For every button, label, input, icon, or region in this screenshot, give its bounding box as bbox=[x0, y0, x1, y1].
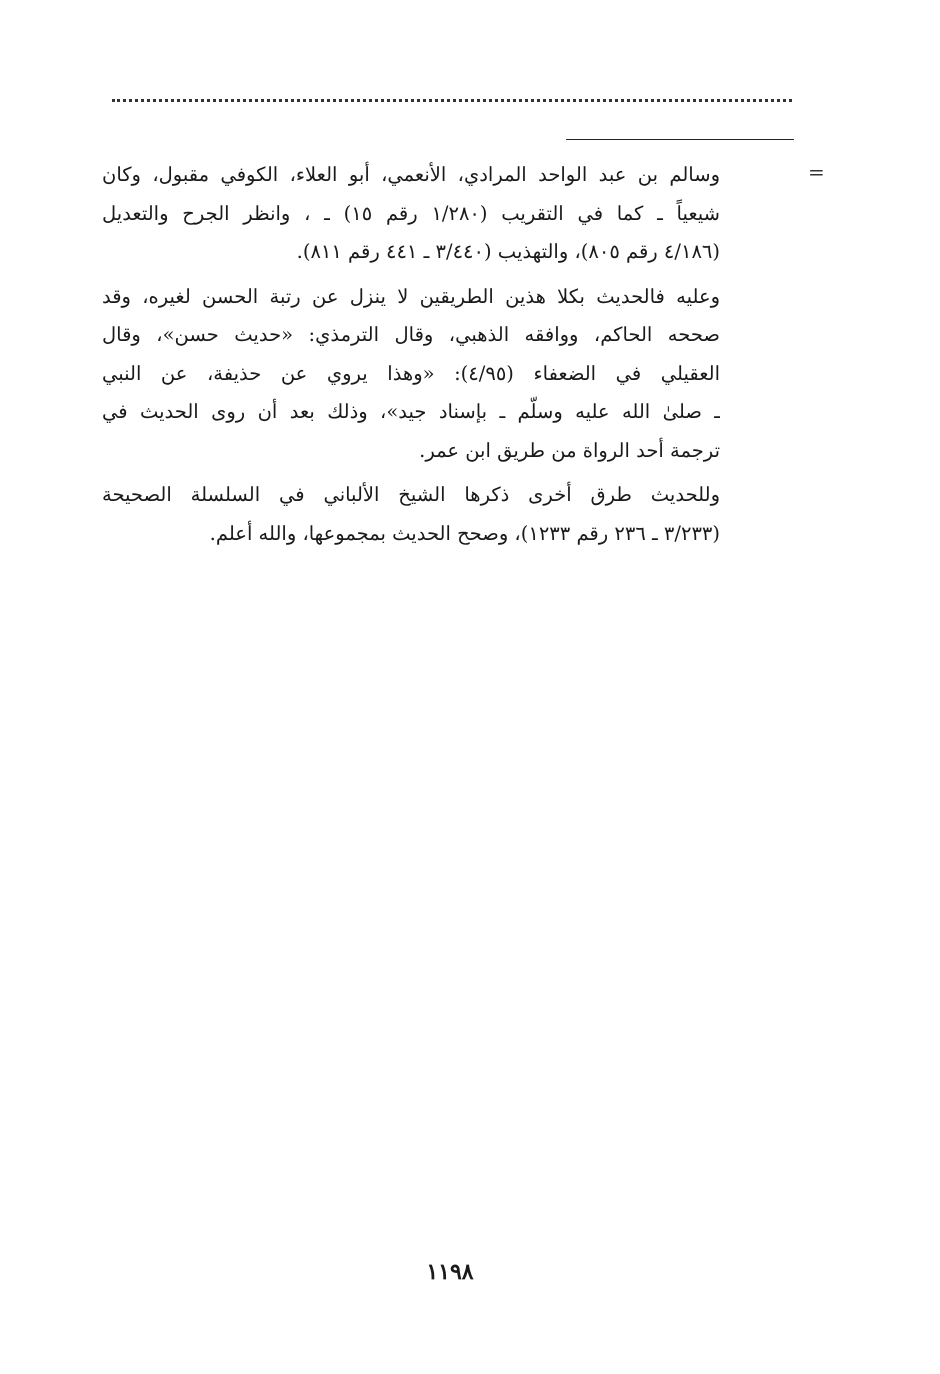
footnote-paragraph-3 bbox=[102, 476, 720, 553]
footnote-paragraph-2 bbox=[102, 278, 720, 471]
footnote-line: وسالم بن عبد الواحد المرادي، الأنعمي، أبو العلاء، الكوفي مقبول، وكان bbox=[102, 163, 720, 186]
footnote-line: (٣/٢٣٣ ـ ٢٣٦ رقم ١٢٣٣)، وصحح الحديث بمجموعها، والله أعلم. bbox=[209, 521, 720, 545]
footnote-line: وللحديث طرق أخرى ذكرها الشيخ الألباني في السلسلة الصحيحة bbox=[102, 483, 720, 506]
footnote-line: العقيلي في الضعفاء (٤/٩٥): «وهذا يروي عن حذيفة، عن النبي bbox=[102, 361, 720, 385]
page-number: ١١٩٨ bbox=[426, 1259, 474, 1285]
footnote-paragraph-1 bbox=[102, 156, 720, 272]
footnote-continuation-mark: = bbox=[808, 160, 825, 184]
footnote-line: شيعياً ـ كما في التقريب (١/٢٨٠ رقم ١٥) ـ ، وانظر الجرح والتعديل bbox=[102, 201, 720, 225]
footnote-separator-line bbox=[566, 139, 794, 140]
footnote-line: ترجمة أحد الرواة من طريق ابن عمر. bbox=[419, 438, 720, 462]
footnote-body bbox=[102, 156, 720, 559]
footnote-line: صححه الحاكم، ووافقه الذهبي، وقال الترمذي: «حديث حسن»، وقال bbox=[102, 323, 720, 346]
footnote-line: (٤/١٨٦ رقم ٨٠٥)، والتهذيب (٣/٤٤٠ ـ ٤٤١ رقم ٨١١). bbox=[296, 240, 720, 263]
footnote-line: ـ صلىٰ الله عليه وسلّم ـ بإسناد جيد»، وذلك بعد أن روى الحديث في bbox=[102, 400, 720, 423]
dotted-separator bbox=[112, 99, 792, 102]
footnote-line: وعليه فالحديث بكلا هذين الطريقين لا ينزل عن رتبة الحسن لغيره، وقد bbox=[102, 284, 720, 308]
